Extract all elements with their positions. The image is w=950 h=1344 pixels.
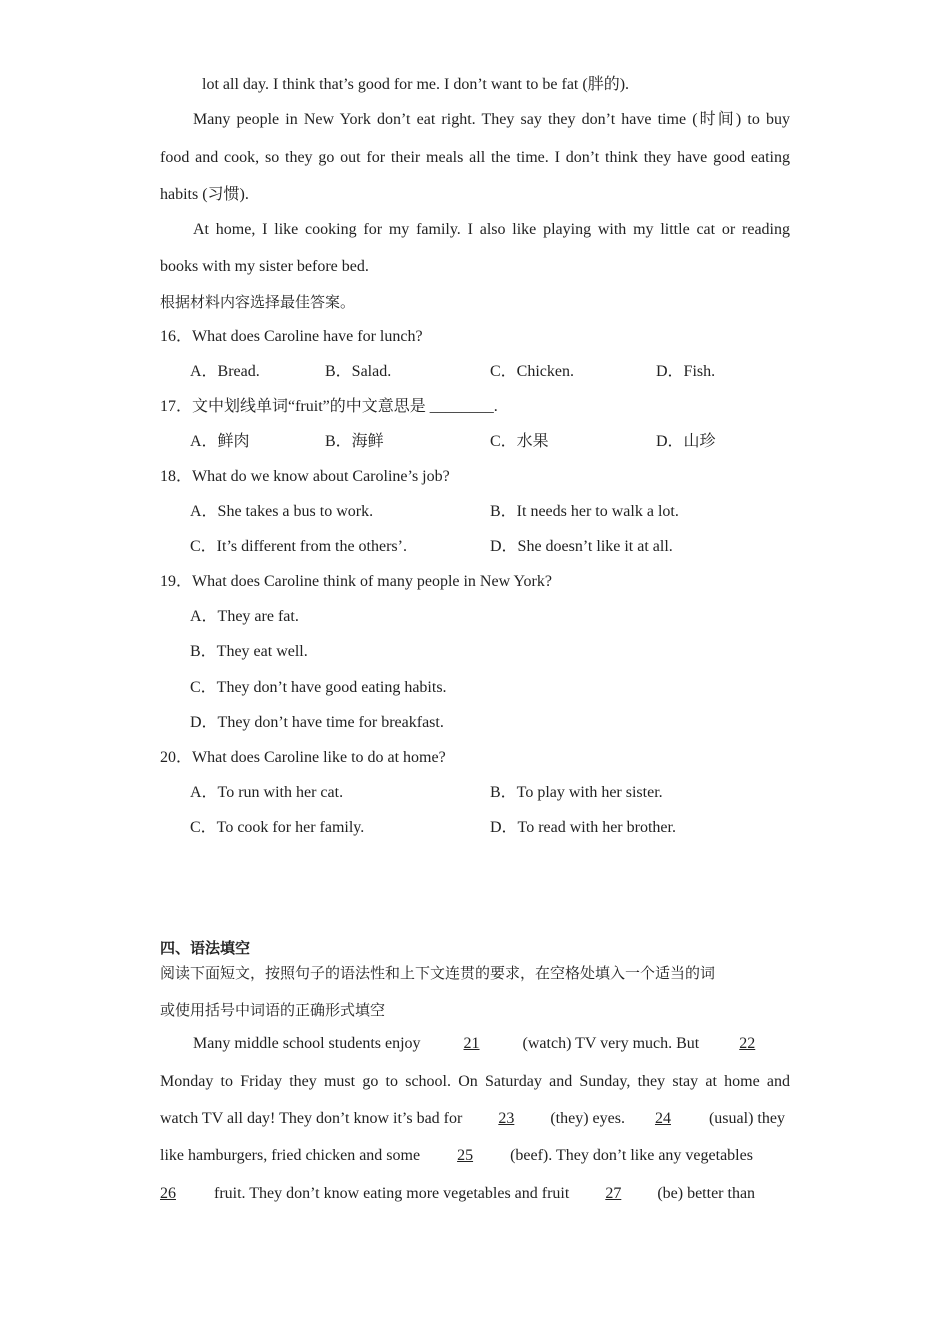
- question-instruction: 根据材料内容选择最佳答案。: [160, 293, 356, 311]
- answer-option[interactable]: A．To run with her cat.: [190, 784, 344, 801]
- passage-line: lot all day. I think that’s good for me. I don’t want to be fat (胖的).: [202, 76, 630, 93]
- answer-option[interactable]: B．To play with her sister.: [490, 784, 663, 801]
- answer-option[interactable]: D．Fish.: [656, 363, 716, 380]
- cloze-text: watch TV all day! They don’t know it’s bad for: [160, 1110, 463, 1127]
- cloze-line: [160, 1184, 790, 1204]
- section-instruction: 阅读下面短文，按照句子的语法性和上下文连贯的要求，在空格处填入一个适当的词: [160, 964, 716, 982]
- section-title: 四、语法填空: [160, 939, 251, 957]
- answer-option[interactable]: D．To read with her brother.: [490, 819, 676, 836]
- question-stem: 20．What does Caroline like to do at home?: [160, 749, 446, 766]
- answer-option[interactable]: A．鲜肉: [190, 433, 250, 450]
- cloze-line: [160, 1109, 790, 1129]
- cloze-text: like hamburgers, fried chicken and some: [160, 1147, 421, 1164]
- answer-option[interactable]: A．Bread.: [190, 363, 260, 380]
- question-stem: 18．What do we know about Caroline’s job?: [160, 468, 450, 485]
- passage-line: books with my sister before bed.: [160, 258, 369, 275]
- cloze-text: Many middle school students enjoy: [193, 1035, 421, 1052]
- question-stem: 19．What does Caroline think of many people in New York?: [160, 573, 552, 590]
- passage-line: At home, I like cooking for my family. I also like playing with my little cat or reading: [193, 221, 790, 238]
- answer-option[interactable]: B．They eat well.: [190, 643, 308, 660]
- cloze-line: Monday to Friday they must go to school. On Saturday and Sunday, they stay at home and: [160, 1073, 790, 1090]
- passage-line: Many people in New York don’t eat right. They say they don’t have time (时间) to buy: [193, 111, 790, 128]
- answer-option[interactable]: D．She doesn’t like it at all.: [490, 538, 673, 555]
- cloze-blank-23[interactable]: 23: [498, 1110, 515, 1127]
- cloze-blank-25[interactable]: 25: [457, 1147, 474, 1164]
- answer-option[interactable]: D．山珍: [656, 433, 716, 450]
- answer-option[interactable]: C．水果: [490, 433, 549, 450]
- answer-option[interactable]: C．It’s different from the others’.: [190, 538, 407, 555]
- passage-line: habits (习惯).: [160, 186, 249, 203]
- cloze-blank-21[interactable]: 21: [463, 1035, 480, 1052]
- question-stem: 16．What does Caroline have for lunch?: [160, 328, 423, 345]
- cloze-blank-22[interactable]: 22: [739, 1035, 756, 1052]
- cloze-text: (watch) TV very much. But: [522, 1035, 700, 1052]
- cloze-line: [160, 1146, 790, 1166]
- answer-option[interactable]: C．To cook for her family.: [190, 819, 365, 836]
- cloze-text: (be) better than: [657, 1185, 756, 1202]
- cloze-blank-26[interactable]: 26: [160, 1185, 176, 1202]
- answer-option[interactable]: C．They don’t have good eating habits.: [190, 679, 447, 696]
- cloze-text: fruit. They don’t know eating more vegetables and fruit: [214, 1185, 570, 1202]
- passage-line: food and cook, so they go out for their meals all the time. I don’t think they have good eating: [160, 149, 790, 166]
- cloze-text: (beef). They don’t like any vegetables: [510, 1147, 753, 1164]
- answer-option[interactable]: A．She takes a bus to work.: [190, 503, 374, 520]
- cloze-text: (usual) they: [708, 1110, 785, 1127]
- answer-option[interactable]: C．Chicken.: [490, 363, 574, 380]
- answer-option[interactable]: A．They are fat.: [190, 608, 299, 625]
- answer-option[interactable]: B．It needs her to walk a lot.: [490, 503, 679, 520]
- answer-option[interactable]: D．They don’t have time for breakfast.: [190, 714, 444, 731]
- question-stem: 17．文中划线单词“fruit”的中文意思是 ________.: [160, 398, 498, 415]
- answer-option[interactable]: B．海鲜: [325, 433, 384, 450]
- cloze-blank-27[interactable]: 27: [605, 1185, 622, 1202]
- cloze-blank-24[interactable]: 24: [654, 1110, 671, 1127]
- section-instruction: 或使用括号中词语的正确形式填空: [160, 1001, 386, 1019]
- answer-option[interactable]: B．Salad.: [325, 363, 392, 380]
- cloze-line: [193, 1034, 790, 1054]
- cloze-text: (they) eyes.: [550, 1110, 625, 1127]
